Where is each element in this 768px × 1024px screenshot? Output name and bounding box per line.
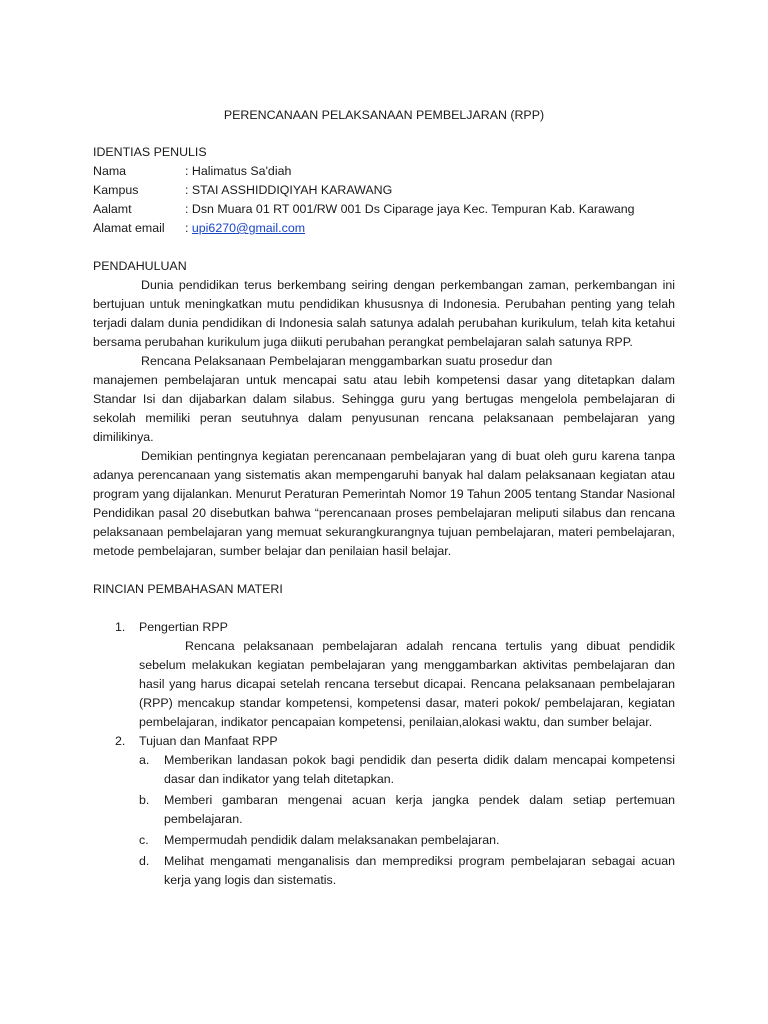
introduction-paragraph-1: Dunia pendidikan terus berkembang seiring dengan perkembangan zaman, perkembangan ini bertujuan untuk meningkatkan mutu pendidikan khususnya di Indonesia. Perubahan penting yang telah terjadi dalam dunia pendidikan di Indonesia salah satunya adalah perubahan kurikulum, telah kita ketahui bersama perubahan kurikulum juga diikuti perubahan perangkat pembelajaran salah satunya RPP. [93,278,675,349]
identity-value [185,219,675,238]
identity-label: Alamat email [93,221,165,235]
introduction-paragraph-3: Demikian pentingnya kegiatan perencanaan pembelajaran yang di buat oleh guru karena tanpa adanya perencanaan yang sistematis akan mempengaruhi banyak hal dalam pelaksanaan kegiatan atau program yang dijalankan. Menurut Peraturan Pemerintah Nomor 19 Tahun 2005 tentang Standar Nasional Pendidikan pasal 20 disebutkan bahwa “perencanaan proses pembelajaran meliputi silabus dan rencana pelaksanaan pembelajaran yang memuat sekurangkurangnya tujuan pembelajaran, materi pembelajaran, metode pembelajaran, sumber belajar dan penilaian hasil belajar. [93,449,675,558]
sub-list-text: Melihat mengamati menganalisis dan memprediksi program pembelajaran sebagai acuan kerja yang logis dan sistematis. [164,854,675,887]
email-prefix: : [185,221,192,235]
sub-list-item [139,852,675,890]
details-numbered-list [93,618,675,890]
introduction-paragraph-2: manajemen pembelajaran untuk mencapai satu atau lebih kompetensi dasar yang ditetapkan dalam Standar Isi dan dijabarkan dalam silabus. Sehingga guru yang bertugas mengelola pembelajaran di sekolah memiliki peran seutuhnya dalam penyusunan rencana pelaksanaan pembelajaran yang dimilikinya. [93,373,675,444]
list-number: 1. [115,620,126,634]
identity-row-address [93,200,675,219]
introduction-heading: PENDAHULUAN [93,259,187,273]
introduction-paragraph-2-line-1: Rencana Pelaksanaan Pembelajaran menggambarkan suatu prosedur dan [141,354,553,368]
sub-list-text: Mempermudah pendidik dalam melaksanakan pembelajaran. [164,833,500,847]
list-item-body: Rencana pelaksanaan pembelajaran adalah rencana tertulis yang dibuat pendidik sebelum melakukan kegiatan pembelajaran yang menggambarkan aktivitas pembelajaran dan hasil yang harus dicapai setelah rencana tersebut dicapai. Rencana pelaksanaan pembelajaran (RPP) mencakup standar kompetensi, kompetensi dasar, materi pokok/ pembelajaran, kegiatan pembelajaran, indikator pencapaian kompetensi, penilaian,alokasi waktu, dan sumber belajar. [139,639,675,729]
identity-label: Aalamt [93,202,132,216]
sub-list-marker: a. [139,753,150,767]
identity-value: : Dsn Muara 01 RT 001/RW 001 Ds Ciparage jaya Kec. Tempuran Kab. Karawang [185,202,635,216]
identity-row-campus [93,181,675,200]
email-link[interactable]: upi6270@gmail.com [191,221,306,235]
document-body [93,106,675,892]
identity-value: : Halimatus Sa'diah [185,164,292,178]
identity-label: Kampus [93,183,139,197]
identity-value: : STAI ASSHIDDIQIYAH KARAWANG [185,183,393,197]
details-heading: RINCIAN PEMBAHASAN MATERI [93,582,283,596]
sub-list-text: Memberikan landasan pokok bagi pendidik dan peserta didik dalam mencapai kompetensi dasar dan indikator yang telah ditetapkan. [164,753,675,786]
document-title: PERENCANAAN PELAKSANAAN PEMBELJARAN (RPP) [223,108,545,122]
sub-list-item [139,831,675,850]
sub-list-text: Memberi gambaran mengenai acuan kerja jangka pendek dalam setiap pertemuan pembelajaran. [164,793,675,826]
identity-row-email [93,219,675,238]
identity-table [93,162,675,238]
list-item-title: Tujuan dan Manfaat RPP [139,734,278,748]
sub-list-item [139,751,675,789]
sub-list [139,751,675,890]
list-item-title: Pengertian RPP [139,620,228,634]
sub-list-marker: c. [139,833,149,847]
details-section [93,580,675,890]
sub-list-item [139,791,675,829]
list-item-pengertian [93,618,675,732]
list-number: 2. [115,734,126,748]
list-item-tujuan [93,732,675,890]
introduction-section [93,257,675,561]
identity-row-name [93,162,675,181]
identity-heading: IDENTIAS PENULIS [93,145,207,159]
identity-label: Nama [93,164,127,178]
sub-list-marker: d. [139,854,150,868]
sub-list-marker: b. [139,793,150,807]
author-identity-section [93,143,675,238]
